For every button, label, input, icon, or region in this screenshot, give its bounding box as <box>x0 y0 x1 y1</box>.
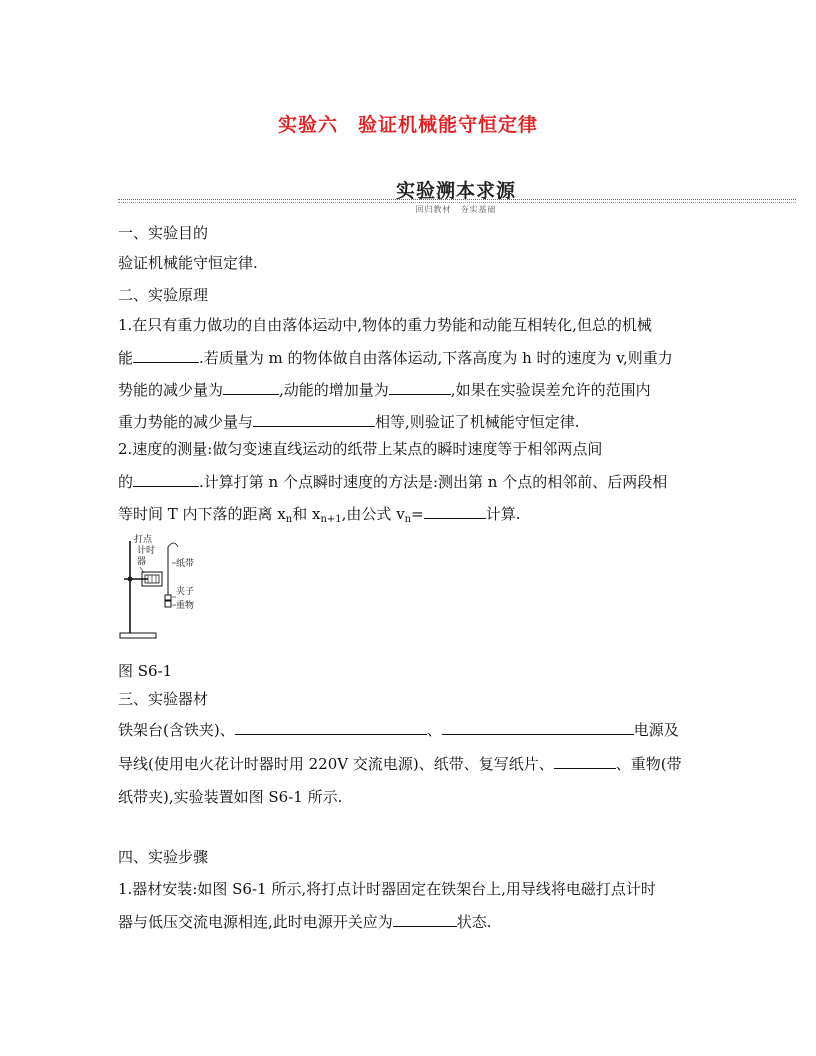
text-segment: 重力势能的减少量与 <box>118 413 254 431</box>
velocity-line-2 <box>118 472 667 491</box>
label-timer-2: 计时 <box>137 546 156 556</box>
text-segment: 、 <box>426 721 442 739</box>
section-heading-principle: 二、实验原理 <box>118 286 209 304</box>
equipment-line-2 <box>118 754 682 773</box>
fill-blank[interactable] <box>235 720 427 735</box>
text-segment: 电源及 <box>633 721 679 739</box>
principle-line-2 <box>118 348 673 367</box>
label-tape: 纸带 <box>176 559 195 569</box>
steps-line-2 <box>118 912 492 931</box>
figure-caption: 图 S6-1 <box>118 662 173 680</box>
fill-blank[interactable] <box>389 380 451 395</box>
principle-line-4 <box>118 412 580 431</box>
equipment-line-1 <box>118 720 679 739</box>
label-clip: 夹子 <box>176 587 195 597</box>
fill-blank[interactable] <box>424 504 486 519</box>
text-segment: ,动能的增加量为 <box>279 381 389 399</box>
fill-blank[interactable] <box>223 380 279 395</box>
section-heading-equipment: 三、实验器材 <box>118 690 209 708</box>
text-segment: ,如果在实验误差允许的范围内 <box>450 381 651 399</box>
steps-line-1: 1.器材安装:如图 S6-1 所示,将打点计时器固定在铁架台上,用导线将电磁打点计时 <box>118 880 656 898</box>
velocity-line-3 <box>118 504 520 529</box>
text-segment: 1.在只有重力做功的自由落体运动中,物体的重力势能和动能互相转化,但总的机械 <box>118 316 652 334</box>
text-segment: .计算打第 n 个点瞬时速度的方法是:测出第 n 个点的相邻前、后两段相 <box>199 473 668 491</box>
label-timer: 打点 <box>134 535 153 545</box>
text-segment: 、重物(带 <box>615 755 682 773</box>
fill-blank[interactable] <box>253 412 375 427</box>
text-segment: 状态. <box>456 913 492 931</box>
banner-subtitle: 回归教材 夯实基础 <box>415 205 497 214</box>
subscript: n <box>404 514 412 525</box>
text-segment: 相等,则验证了机械能守恒定律. <box>375 413 580 431</box>
purpose-text: 验证机械能守恒定律. <box>118 254 258 272</box>
apparatus-figure <box>118 533 198 645</box>
fill-blank[interactable] <box>554 754 616 769</box>
text-segment: 能 <box>118 349 134 367</box>
label-timer-3: 器 <box>137 557 147 567</box>
text-segment: 铁架台(含铁夹)、 <box>118 721 235 739</box>
text-segment: ,由公式 v <box>341 505 405 523</box>
text-segment: 计算. <box>485 505 521 523</box>
subscript: n <box>285 514 293 525</box>
banner-divider-secondary <box>118 202 796 203</box>
section-banner <box>118 176 796 220</box>
section-heading-purpose: 一、实验目的 <box>118 224 209 242</box>
principle-line-3 <box>118 380 651 399</box>
velocity-line-1 <box>118 440 602 458</box>
page-title: 实验六 验证机械能守恒定律 <box>277 114 538 136</box>
banner-title: 实验溯本求源 <box>395 180 516 202</box>
text-segment: 2.速度的测量:做匀变速直线运动的纸带上某点的瞬时速度等于相邻两点间 <box>118 440 603 458</box>
text-segment: 导线(使用电火花计时器时用 220V 交流电源)、纸带、复写纸片、 <box>118 755 554 773</box>
apparatus-diagram <box>118 533 198 645</box>
text-segment: 势能的减少量为 <box>118 381 224 399</box>
fill-blank[interactable] <box>133 348 199 363</box>
equipment-line-3: 纸带夹),实验装置如图 S6-1 所示. <box>118 788 343 806</box>
text-segment: .若质量为 m 的物体做自由落体运动,下落高度为 h 时的速度为 v,则重力 <box>199 349 673 367</box>
text-segment: 的 <box>118 473 134 491</box>
fill-blank[interactable] <box>133 472 199 487</box>
text-segment: 器与低压交流电源相连,此时电源开关应为 <box>118 913 393 931</box>
text-segment: = <box>411 505 424 523</box>
banner-divider <box>118 199 796 200</box>
fill-blank[interactable] <box>442 720 634 735</box>
section-heading-steps: 四、实验步骤 <box>118 848 209 866</box>
principle-line-1 <box>118 316 652 334</box>
text-segment: 和 x <box>292 505 321 523</box>
subscript: n+1 <box>320 514 342 525</box>
text-segment: 等时间 T 内下落的距离 x <box>118 505 286 523</box>
fill-blank[interactable] <box>393 912 457 927</box>
label-weight: 重物 <box>176 601 195 611</box>
